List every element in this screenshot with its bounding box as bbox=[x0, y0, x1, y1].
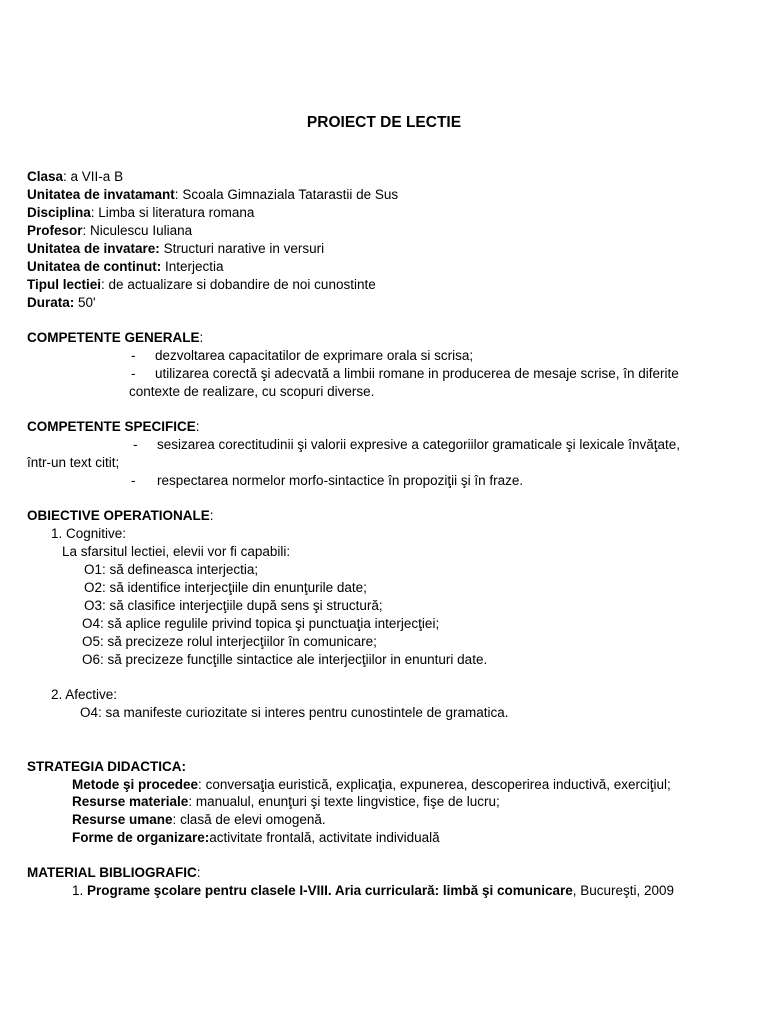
cognitive-intro: La sfarsitul lectiei, elevii vor fi capabili: bbox=[62, 544, 291, 559]
info-value: Niculescu Iuliana bbox=[90, 223, 193, 238]
cognitive-label: 1. Cognitive: bbox=[51, 526, 127, 541]
info-separator: : bbox=[174, 187, 183, 202]
objective-item: O3: să clasifice interjecţiile după sens şi structură; bbox=[84, 598, 383, 613]
heading-colon: : bbox=[196, 865, 201, 880]
bullet-dash: - bbox=[133, 437, 138, 452]
bibliography-number: 1. bbox=[72, 883, 84, 898]
bullet-dash: - bbox=[131, 348, 136, 363]
info-row-tipul-lectiei bbox=[27, 276, 376, 294]
info-label: Unitatea de invatamant bbox=[27, 187, 175, 202]
strategia-value: manualul, enunţuri şi texte lingvistice, fişe de lucru; bbox=[195, 794, 500, 809]
strategia-separator: : bbox=[172, 812, 181, 827]
info-label: Clasa bbox=[27, 169, 64, 184]
info-row-clasa bbox=[27, 168, 123, 186]
objective-item: O4: să aplice regulile privind topica şi punctuaţia interjecţiei; bbox=[82, 616, 440, 631]
info-label: Unitatea de continut: bbox=[27, 259, 162, 274]
heading-text: MATERIAL BIBLIOGRAFIC bbox=[27, 865, 197, 880]
info-value: Structuri narative in versuri bbox=[163, 241, 325, 256]
info-separator: : bbox=[63, 169, 71, 184]
strategia-label: Metode şi procedee bbox=[72, 777, 199, 792]
objective-item: O2: să identifice interjecţiile din enunţurile date; bbox=[84, 580, 367, 595]
strategia-value: conversaţia euristică, explicaţia, expunerea, descoperirea inductivă, exerciţiul; bbox=[205, 777, 671, 792]
section-heading bbox=[27, 507, 214, 525]
info-value: Interjectia bbox=[165, 259, 224, 274]
info-row-unitate-invatamant bbox=[27, 186, 398, 204]
heading-text: OBIECTIVE OPERATIONALE bbox=[27, 508, 210, 523]
strategia-label: Resurse materiale bbox=[72, 794, 189, 809]
section-heading bbox=[27, 329, 203, 347]
heading-colon: : bbox=[195, 419, 200, 434]
info-value: Limba si literatura romana bbox=[98, 205, 255, 220]
competenta-generala-item: dezvoltarea capacitatilor de exprimare orala si scrisa; bbox=[155, 348, 474, 363]
competenta-specifica-item: respectarea normelor morfo-sintactice în propoziţii şi în fraze. bbox=[157, 473, 524, 488]
strategia-row bbox=[72, 793, 500, 811]
strategia-row bbox=[72, 811, 326, 829]
info-label: Unitatea de invatare: bbox=[27, 241, 160, 256]
bibliography-rest: , Bucureşti, 2009 bbox=[572, 883, 675, 898]
info-value: a VII-a B bbox=[70, 169, 124, 184]
page-title: PROIECT DE LECTIE bbox=[306, 114, 462, 131]
bullet-dash: - bbox=[131, 366, 136, 381]
info-separator: : bbox=[82, 223, 91, 238]
info-row-profesor bbox=[27, 222, 192, 240]
objective-item: O4: sa manifeste curiozitate si interes pentru cunostintele de gramatica. bbox=[80, 705, 509, 720]
heading-colon: : bbox=[209, 508, 214, 523]
heading-colon: : bbox=[199, 330, 204, 345]
objective-item: O1: să defineasca interjectia; bbox=[84, 562, 259, 577]
bibliography-item bbox=[72, 882, 674, 900]
heading-text: COMPETENTE GENERALE bbox=[27, 330, 200, 345]
info-row-disciplina bbox=[27, 204, 254, 222]
info-value: 50' bbox=[78, 295, 96, 310]
afective-label: 2. Afective: bbox=[51, 687, 118, 702]
strategia-value: activitate frontală, activitate individuală bbox=[209, 830, 440, 845]
info-label: Durata: bbox=[27, 295, 75, 310]
bibliography-title: Programe şcolare pentru clasele I-VIII. Aria curriculară: limbă şi comunicare bbox=[87, 883, 573, 898]
competenta-generala-item: utilizarea corectă şi adecvată a limbii romane in producerea de mesaje scrise, în diferite bbox=[155, 366, 679, 381]
info-label: Tipul lectiei bbox=[27, 277, 102, 292]
section-heading bbox=[27, 864, 201, 882]
info-value: de actualizare si dobandire de noi cunostinte bbox=[108, 277, 376, 292]
strategia-row bbox=[72, 829, 440, 847]
strategia-label: Resurse umane bbox=[72, 812, 173, 827]
strategia-row bbox=[72, 776, 671, 794]
competenta-specifica-item: sesizarea corectitudinii şi valorii expresive a categoriilor gramaticale şi lexicale învăţate, bbox=[157, 437, 680, 452]
objective-item: O6: să precizeze funcţille sintactice ale interjecţiilor in enunturi date. bbox=[82, 652, 488, 667]
bullet-dash: - bbox=[131, 473, 136, 488]
competenta-generala-item-continuation: contexte de realizare, cu scopuri diverse. bbox=[129, 384, 375, 399]
info-row-durata bbox=[27, 294, 96, 312]
strategia-value: clasă de elevi omogenă. bbox=[180, 812, 326, 827]
competenta-specifica-item-continuation: într-un text citit; bbox=[27, 455, 120, 470]
section-heading bbox=[27, 418, 200, 436]
objective-item: O5: să precizeze rolul interjecţiilor în comunicare; bbox=[82, 634, 377, 649]
info-row-unitate-invatare bbox=[27, 240, 324, 258]
section-heading: STRATEGIA DIDACTICA: bbox=[27, 759, 186, 774]
strategia-separator: : bbox=[198, 777, 206, 792]
strategia-separator: : bbox=[188, 794, 196, 809]
info-value: Scoala Gimnaziala Tatarastii de Sus bbox=[182, 187, 399, 202]
info-label: Profesor bbox=[27, 223, 83, 238]
heading-text: COMPETENTE SPECIFICE bbox=[27, 419, 196, 434]
info-separator: : bbox=[101, 277, 109, 292]
info-separator: : bbox=[90, 205, 99, 220]
strategia-label: Forme de organizare: bbox=[72, 830, 210, 845]
info-label: Disciplina bbox=[27, 205, 91, 220]
info-row-unitate-continut bbox=[27, 258, 224, 276]
